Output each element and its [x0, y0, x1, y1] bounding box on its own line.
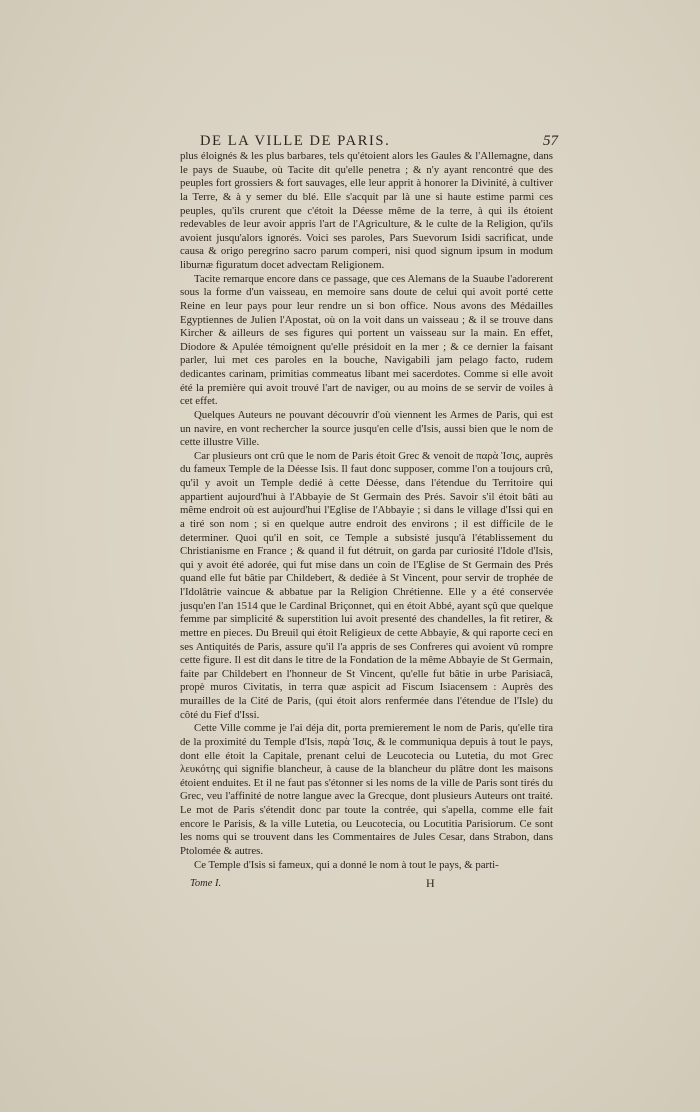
volume-note: Tome I. — [190, 878, 222, 889]
body-text — [180, 150, 553, 872]
paragraph: Car plusieurs ont crû que le nom de Paris étoit Grec & venoit de παρὰ Ἰσις, auprès du fameux Temple de la Déesse Isis. Il faut donc supposer, comme l'on a toujours crû, qu'il y avoit un Temple dedié à cette Déesse, dans l'étendue du Territoire qui appartient aujourd'hui à l'Abbayie de St Germain des Prés. Savoir s'il étoit bâti au même endroit où est aujourd'hui l'Eglise de l'Abbayie ; si dans le village d'Issi qui en a tiré son nom ; si en quelque autre endroit des environs ; il est difficile de le determiner. Quoi qu'il en soit, ce Temple a subsisté jusqu'à l'établissement du Christianisme en France ; & quand il fut détruit, on garda par curiosité l'Idole d'Isis, qui y avoit été adorée, qui fut mise dans un coin de l'Eglise de St Germain des Prés quand elle fut bâtie par Childebert, & dediée à St Vincent, pour servir de trophée de l'Idolâtrie vaincue & abbatue par la Religion Chrétienne. Elle y a été conservée jusqu'en l'an 1514 que le Cardinal Briçonnet, qui en étoit Abbé, ayant sçû que quelque femme par simplicité & superstition lui avoit presenté des chandelles, la fit retirer, & mettre en pieces. Du Breuil qui étoit Religieux de cette Abbayie, & qui raporte ceci en ses Antiquités de Paris, assure qu'il l'a appris de ses Confreres qui avoient vû rompre cette figure. Il est dit dans le titre de la Fondation de la même Abbayie de St Germain, faite par Childebert en l'honneur de St Vincent, qu'elle fut bâtie in urbe Parisiacâ, propè muros Civitatis, in terra quæ aspicit ad Fiscum Isiacensem : Auprès des murailles de la Cité de Paris, (qui étoit alors renfermée dans l'étendue de l'Isle) du côté du Fief d'Issi. — [180, 449, 553, 721]
paragraph: Ce Temple d'Isis si fameux, qui a donné le nom à tout le pays, & parti- — [194, 858, 499, 871]
signature-mark: H — [426, 876, 435, 890]
running-head: DE LA VILLE DE PARIS. — [200, 133, 391, 149]
paragraph: Cette Ville comme je l'ai déja dit, porta premierement le nom de Paris, qu'elle tira de la proximité du Temple d'Isis, παρὰ Ἰσις, & le communiqua depuis à tout le pays, dont elle étoit la Capitale, prenant celui de Leucotecia ou Lutetia, du mot Grec λευκότης qui signifie blancheur, à cause de la blancheur du plâtre dont les maisons étoient enduites. Et il ne faut pas s'étonner si les noms de la ville de Paris sont tirés du Grec, veu l'affinité de notre langue avec la Grecque, dont plusieurs Auteurs ont traité. Le mot de Paris s'étendit donc par toute la contrée, qui s'apella, comme elle fait encore le Parisis, & la ville Lutetia, ou Leucotecia, ou Locutitia Parisiorum. Ce sont les noms qui se trouvent dans les Commentaires de Jules Cesar, dans Strabon, dans Ptolomée & autres. — [180, 722, 553, 857]
paragraph: Tacite remarque encore dans ce passage, que ces Alemans de la Suaube l'adorerent sous la forme d'un vaisseau, en memoire sans doute de celui qui avoit porté cette Reine en leur pays pour leur rendre un si bon office. Nous avons des Médailles Egyptiennes de Julien l'Apostat, où on la voit dans un vaisseau ; & il se trouve dans Kircher & ailleurs de ses figures qui portent un vaisseau sur la main. En effet, Diodore & Apulée témoignent qu'elle présidoit en la mer ; & ce dernier la faisant parler, lui met ces paroles en la bouche, Navigabili jam pelago facto, rudem dedicantes carinam, primitias commeatus libant mei sacerdotes. Comme si elle avoit été la première qui avoit trouvé l'art de naviger, ou au moins de se servir de voiles à cet effet. — [180, 272, 553, 408]
paragraph: plus éloignés & les plus barbares, tels qu'étoient alors les Gaules & l'Allemagne, dans le pays de Suaube, où Tacite dit qu'elle penetra ; & n'y ayant rencontré que des peuples fort grossiers & fort sauvages, elle leur apprit à honorer la Divinité, à cultiver la Terre, & à y semer du blé. Elle s'acquit par là une si haute estime parmi ces peuples, qu'ils crurent que c'étoit la Déesse même de la terre, à qui ils étoient redevables de leur avoir appris l'art de l'Agriculture, & le culte de la Religion, qu'ils avoient jusqu'alors ignorés. Voici ses paroles, Pars Suevorum Isidi sacrificat, unde causa & origo peregrino sacro parum comperi, nisi quod signum ipsum in modum liburnæ figuratum docet advectam Religionem. — [180, 150, 553, 271]
page-number: 57 — [543, 133, 558, 149]
paragraph: Quelques Auteurs ne pouvant découvrir d'où viennent les Armes de Paris, qui est un navire, en vont rechercher la source jusqu'en celle d'Isis, aussi bien que le nom de cette illustre Ville. — [180, 408, 553, 449]
